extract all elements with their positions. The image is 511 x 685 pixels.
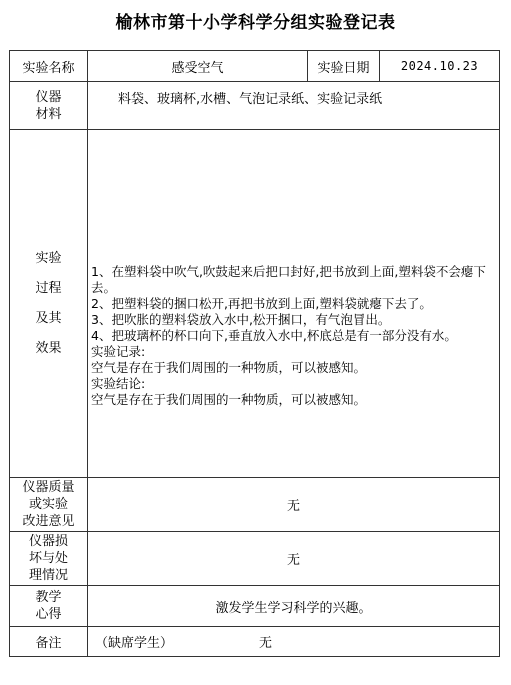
remarks-label: 备注 [10, 627, 88, 657]
process-label-line: 及其 [35, 310, 62, 326]
process-paragraph: 4、把玻璃杯的杯口向下,垂直放入水中,杯底总是有一部分没有水。 [91, 327, 457, 343]
conclusion-text: 空气是存在于我们周围的一种物质，可以被感知。 [91, 391, 367, 407]
process-paragraph: 1、在塑料袋中吹气,吹鼓起来后把口封好,把书放到上面,塑料袋不会瘪下去。 [91, 263, 486, 295]
process-label-line: 过程 [35, 280, 62, 296]
remarks-row [10, 627, 500, 657]
experiment-name-value: 感受空气 [88, 51, 308, 82]
teaching-value: 激发学生学习科学的兴趣。 [88, 586, 500, 627]
materials-value: 料袋、玻璃杯,水槽、气泡记录纸、实验记录纸 [88, 82, 500, 130]
experiment-name-row [10, 51, 500, 82]
quality-label-line: 仪器质量 [22, 480, 75, 495]
experiment-date-value: 2024.10.23 [380, 51, 500, 82]
experiment-name-label: 实验名称 [10, 51, 88, 82]
materials-label-line: 材料 [35, 106, 62, 122]
process-paragraph: 2、把塑料袋的捆口松开,再把书放到上面,塑料袋就瘪下去了。 [91, 295, 432, 311]
damage-label [10, 532, 88, 586]
quality-row [10, 478, 500, 532]
damage-label-line: 坏与处 [28, 551, 68, 566]
remarks-value: 无 [259, 636, 273, 651]
teaching-label-line: 心得 [35, 607, 62, 622]
quality-value: 无 [88, 478, 500, 532]
record-heading: 实验记录: [91, 343, 146, 359]
quality-label [10, 478, 88, 532]
remarks-content [88, 627, 500, 657]
page-title: 榆林市第十小学科学分组实验登记表 [115, 13, 396, 33]
teaching-label-line: 教学 [35, 590, 62, 605]
damage-label-line: 仪器损 [28, 534, 68, 549]
process-label [10, 130, 88, 478]
conclusion-heading: 实验结论: [91, 375, 146, 391]
quality-label-line: 改进意见 [22, 514, 75, 529]
process-label-line: 实验 [35, 250, 62, 266]
materials-row [10, 82, 500, 130]
quality-label-line: 或实验 [28, 497, 68, 512]
record-text: 空气是存在于我们周围的一种物质，可以被感知。 [91, 359, 367, 375]
damage-row [10, 532, 500, 586]
materials-label [10, 82, 88, 130]
experiment-date-label: 实验日期 [308, 51, 380, 82]
teaching-row [10, 586, 500, 627]
teaching-label [10, 586, 88, 627]
process-content [88, 130, 500, 478]
process-paragraph: 3、把吹胀的塑料袋放入水中,松开捆口，有气泡冒出。 [91, 311, 391, 327]
experiment-registration-table [9, 50, 500, 657]
damage-value: 无 [88, 532, 500, 586]
materials-label-line: 仪器 [35, 89, 62, 105]
damage-label-line: 理情况 [28, 568, 68, 583]
absent-students-note: （缺席学生） [95, 636, 174, 651]
process-row [10, 130, 500, 478]
process-label-line: 效果 [35, 340, 62, 356]
